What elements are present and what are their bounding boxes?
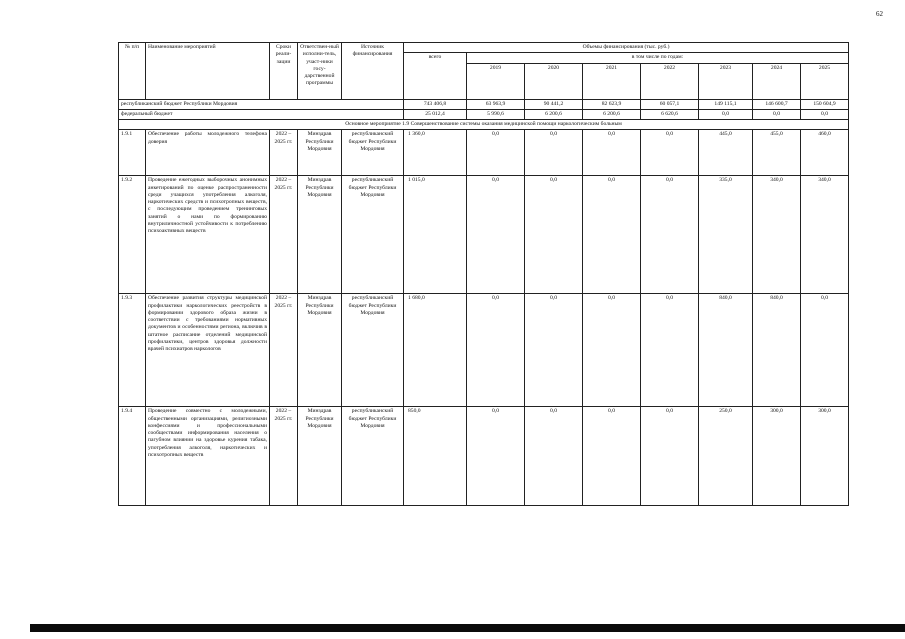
summary-row-republic: [119, 99, 849, 109]
row-value: 0,0: [525, 176, 583, 294]
financing-table: [118, 42, 849, 506]
row-value: 0,0: [467, 294, 525, 407]
row-value: 445,0: [699, 130, 753, 176]
row-source: республиканский бюджет Республики Мордовия: [342, 176, 404, 294]
summary-value: 149 115,1: [699, 99, 753, 109]
scan-edge-bar: [30, 624, 905, 632]
summary-value: 5 990,6: [467, 109, 525, 119]
row-total: 1 360,0: [404, 130, 467, 176]
row-source: республиканский бюджет Республики Мордовия: [342, 130, 404, 176]
row-total: 1 680,0: [404, 294, 467, 407]
summary-value: 0,0: [801, 109, 849, 119]
summary-label: федеральный бюджет: [119, 109, 404, 119]
row-name: Обеспечение работы молодежного телефона доверия: [146, 130, 270, 176]
header-volume: Объемы финансирования (тыс. руб.): [404, 43, 849, 53]
table-row: [119, 407, 849, 506]
header-incl: в том числе по годам:: [467, 53, 849, 63]
row-num: 1.9.1: [119, 130, 146, 176]
section-title: Основное мероприятие 1.9 Совершенствование системы оказания медицинской помощи наркологическим больным: [119, 120, 849, 130]
row-value: 460,0: [801, 130, 849, 176]
row-total: 1 015,0: [404, 176, 467, 294]
header-name: Наименование мероприятий: [146, 43, 270, 100]
summary-value: 146 600,7: [753, 99, 801, 109]
row-term: 2022 – 2025 гг.: [270, 407, 298, 506]
header-year: 2025: [801, 63, 849, 99]
row-num: 1.9.3: [119, 294, 146, 407]
row-name: Проведение совместно с молодежными, общественными организациями, религиозными конфессиями и профессиональными сообществами информирования населения о пагубном влиянии на здоровье курения табака, употребления алкоголя, наркотических и психотропных веществ: [146, 407, 270, 506]
row-term: 2022 – 2025 гг.: [270, 176, 298, 294]
summary-value: 82 623,9: [583, 99, 641, 109]
table-row: [119, 130, 849, 176]
table-row: [119, 294, 849, 407]
header-year: 2024: [753, 63, 801, 99]
summary-value: 6 620,6: [641, 109, 699, 119]
header-num: № п/п: [119, 43, 146, 100]
row-num: 1.9.4: [119, 407, 146, 506]
row-resp: Минздрав Республики Мордовия: [298, 407, 342, 506]
row-value: 0,0: [467, 176, 525, 294]
row-value: 455,0: [753, 130, 801, 176]
row-value: 0,0: [641, 407, 699, 506]
row-term: 2022 – 2025 гг.: [270, 294, 298, 407]
row-value: 840,0: [753, 294, 801, 407]
header-total: всего: [404, 53, 467, 99]
summary-value: 0,0: [753, 109, 801, 119]
summary-label: республиканский бюджет Республики Мордовия: [119, 99, 404, 109]
header-year: 2021: [583, 63, 641, 99]
row-resp: Минздрав Республики Мордовия: [298, 294, 342, 407]
row-value: 0,0: [801, 294, 849, 407]
header-row-1: [119, 43, 849, 53]
row-term: 2022 – 2025 гг.: [270, 130, 298, 176]
header-year: 2022: [641, 63, 699, 99]
header-year: 2020: [525, 63, 583, 99]
row-value: 0,0: [583, 407, 641, 506]
row-value: 0,0: [525, 294, 583, 407]
row-value: 840,0: [699, 294, 753, 407]
header-term: Сроки реали-зации: [270, 43, 298, 100]
row-value: 0,0: [467, 130, 525, 176]
row-resp: Минздрав Республики Мордовия: [298, 130, 342, 176]
summary-value: 6 200,6: [525, 109, 583, 119]
row-total: 850,0: [404, 407, 467, 506]
header-year: 2023: [699, 63, 753, 99]
summary-value: 63 963,9: [467, 99, 525, 109]
header-year: 2019: [467, 63, 525, 99]
row-value: 300,0: [801, 407, 849, 506]
summary-total: 743 406,8: [404, 99, 467, 109]
header-resp: Ответствен-ный исполни-тель, участ-ники госу-дарственной программы: [298, 43, 342, 100]
summary-value: 150 604,9: [801, 99, 849, 109]
section-title-row: [119, 120, 849, 130]
row-value: 340,0: [801, 176, 849, 294]
summary-value: 6 200,6: [583, 109, 641, 119]
summary-value: 0,0: [699, 109, 753, 119]
row-value: 0,0: [641, 294, 699, 407]
row-source: республиканский бюджет Республики Мордовия: [342, 294, 404, 407]
row-value: 0,0: [641, 176, 699, 294]
row-name: Проведение ежегодных выборочных анонимных анкетирований по оценке распространенности среди учащихся употребления алкоголя, наркотических средств и психотропных веществ, с последующим проведением тренинговых занятий о нами по формированию внутриличностной устойчивости к потреблению психоактивных веществ: [146, 176, 270, 294]
row-value: 300,0: [753, 407, 801, 506]
row-value: 0,0: [641, 130, 699, 176]
page-number: 62: [876, 10, 883, 18]
row-value: 0,0: [525, 130, 583, 176]
row-value: 0,0: [583, 294, 641, 407]
summary-row-federal: [119, 109, 849, 119]
row-name: Обеспечение развития структуры медицинской профилактики наркологических реестройств в формировании здорового образа жизни в соответствии с требованиями нормативных документов и особенностями региона, включив в штатное расписание отделений медицинской профилактики, центров здоровья должности врачей психиатров наркологов: [146, 294, 270, 407]
row-value: 0,0: [525, 407, 583, 506]
row-resp: Минздрав Республики Мордовия: [298, 176, 342, 294]
row-value: 0,0: [583, 130, 641, 176]
summary-value: 90 441,2: [525, 99, 583, 109]
summary-value: 60 057,1: [641, 99, 699, 109]
row-value: 250,0: [699, 407, 753, 506]
row-num: 1.9.2: [119, 176, 146, 294]
header-source: Источник финансирования: [342, 43, 404, 100]
summary-total: 25 012,4: [404, 109, 467, 119]
row-value: 340,0: [753, 176, 801, 294]
row-source: республиканский бюджет Республики Мордовия: [342, 407, 404, 506]
table-row: [119, 176, 849, 294]
row-value: 0,0: [467, 407, 525, 506]
row-value: 335,0: [699, 176, 753, 294]
row-value: 0,0: [583, 176, 641, 294]
